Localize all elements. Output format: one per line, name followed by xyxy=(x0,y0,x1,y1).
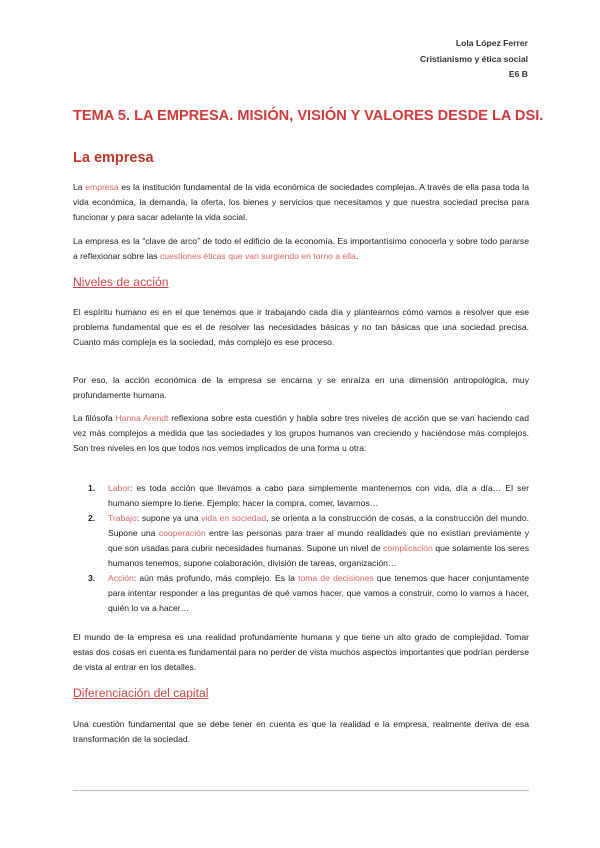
highlight-term: complicación xyxy=(383,543,433,553)
highlight-term: vida en sociedad xyxy=(201,513,267,523)
list-item: 1. Labor: es toda acción que llevamos a cabo para simplemente mantenernos con vida, día a día… El ser humano siempre lo tiene. Ejemplo: hacer la compra, comer, lavarnos… xyxy=(88,483,529,508)
paragraph-empresa-1: La empresa es la institución fundamental de la vida económica de sociedades complejas. A través de ella pasa toda la vida económica, la demanda, la oferta, los bienes y servicios que necesitamos y que nuestra sociedad precisa para funcionar y para sacar adelante la vida social. xyxy=(73,182,529,222)
action-levels-list xyxy=(73,481,529,616)
highlight-term: Acción xyxy=(108,573,134,583)
paragraph-niveles-3: La filósofa Hanna Arendt reflexiona sobre esta cuestión y habla sobre tres niveles de acción que se van haciendo cad vez más complejos a medida que las sociedades y los grupos humanos van creciendo y haciéndose más complejos. Son tres niveles en los que todos nos vemos implicados de una forma u otra: xyxy=(73,413,529,453)
section-heading-empresa: La empresa xyxy=(73,150,154,166)
paragraph-empresa-2: La empresa es la “clave de arco” de todo el edificio de la economía. Es importantísimo conocerla y sobre todo pararse a reflexionar sobre las cuestiones éticas que van surgiendo en torno a ella. xyxy=(73,236,529,261)
paragraph-niveles-1: El espíritu humano es en el que tenemos que ir trabajando cada día y plantearnos cómo vamos a resolver que ese problema fundamental que es el de resolver las necesidades básicas y no tan básicas que una sociedad precisa. Cuanto más compleja es la sociedad, más complejo es ese proceso. xyxy=(73,307,529,347)
header-course: Cristianismo y ética social xyxy=(420,53,528,64)
highlight-term: toma de decisiones xyxy=(298,573,374,583)
header-author: Lola López Ferrer xyxy=(455,38,528,48)
highlight-term: cuestiones éticas que van surgiendo en torno a ella xyxy=(159,251,356,261)
list-item: 2. Trabajo: supone ya una vida en sociedad, se orienta a la construcción de cosas, a la construcción del mundo. Supone una cooperación entre las personas para traer al mundo realidades que no existían previamente y que son usadas para cubrir necesidades humanas. Supone un nivel de complicación que solamente los seres humanos tenemos, supone colaboración, división de tareas, organización… xyxy=(88,513,530,568)
highlight-term: Trabajo xyxy=(108,513,137,523)
section-heading-niveles: Niveles de acción xyxy=(73,275,169,289)
highlight-term: Labor xyxy=(108,483,130,493)
highlight-term: Hanna Arendt xyxy=(115,413,169,423)
document-title: TEMA 5. LA EMPRESA. MISIÓN, VISIÓN Y VALORES DESDE LA DSI. xyxy=(73,108,544,124)
footer-divider xyxy=(73,790,529,791)
paragraph-niveles-4: El mundo de la empresa es una realidad profundamente humana y que tiene un alto grado de complejidad. Tomar estas dos cosas en cuenta es fundamental para no perder de vista muchos aspectos importantes que podrían perderse de vista al entrar en los detalles. xyxy=(73,632,529,672)
page-header xyxy=(420,36,528,83)
paragraph-niveles-2: Por eso, la acción económica de la empresa se encarna y se enraíza en una dimensión antropológica, muy profundamente humana. xyxy=(73,375,529,400)
paragraph-capital-1: Una cuestión fundamental que se debe tener en cuenta es que la realidad e la empresa, realmente deriva de esa transformación de la sociedad. xyxy=(73,719,529,744)
highlight-term: cooperación xyxy=(158,528,206,538)
header-group: E6 B xyxy=(508,69,528,79)
list-item: 3. Acción: aún más profundo, más complejo. Es la toma de decisiones que tenemos que hacer conjuntamente para intentar responder a las preguntas de qué vamos hacer, que vamos a construir, como lo vamos a hacer, quién lo va a hacer… xyxy=(88,573,530,613)
section-heading-capital: Diferenciación del capital xyxy=(73,686,209,700)
list-number: 3. xyxy=(88,573,96,583)
list-number: 1. xyxy=(88,483,96,493)
highlight-term: empresa xyxy=(85,182,119,192)
list-number: 2. xyxy=(88,513,96,523)
